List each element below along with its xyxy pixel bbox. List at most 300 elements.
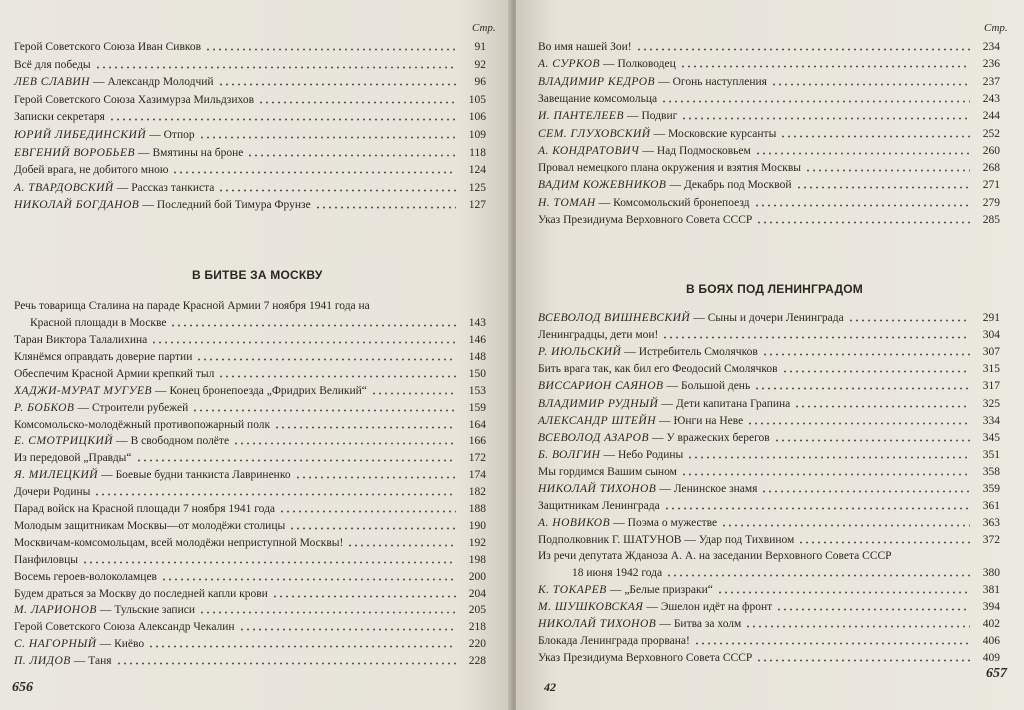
entry-author: Е. СМОТРИЦКИЙ bbox=[14, 435, 114, 448]
entry-title: Декабрь под Москвой bbox=[683, 179, 792, 192]
entry-title: Молодым защитникам Москвы—от молодёжи столицы bbox=[14, 519, 286, 532]
entry-author: Н. ТОМАН bbox=[538, 196, 596, 209]
toc-entry bbox=[14, 160, 486, 177]
entry-title: Обеспечим Красной Армии крепкий тыл bbox=[14, 367, 215, 380]
entry-title: Провал немецкого плана окружения и взятия Москвы bbox=[538, 162, 802, 175]
toc-entry bbox=[538, 325, 1000, 342]
entry-title: Юнги на Неве bbox=[673, 414, 744, 427]
entry-title: Ленинградцы, дети мои! bbox=[538, 329, 659, 342]
entry-page: 243 bbox=[982, 92, 1000, 105]
entry-title: Поэма о мужестве bbox=[627, 517, 718, 530]
entry-author: ВСЕВОЛОД ВИШНЕВСКИЙ bbox=[538, 312, 691, 324]
entry-title: Дети капитана Грапина bbox=[675, 397, 791, 410]
leader-dots bbox=[258, 98, 456, 107]
entry-title: Во имя нашей Зои! bbox=[538, 41, 632, 53]
entry-title: Киёво bbox=[114, 638, 145, 651]
leader-dots bbox=[192, 406, 456, 415]
entry-title: Речь товарища Сталина на параде Красной Армии 7 ноября 1941 года на bbox=[14, 300, 370, 312]
entry-dash: — bbox=[138, 146, 150, 159]
leader-dots bbox=[666, 571, 970, 580]
entry-title: Комсомольско-молодёжный противопожарный полк bbox=[14, 418, 271, 431]
entry-page: 218 bbox=[468, 621, 486, 634]
entry-title: Подвиг bbox=[641, 110, 678, 123]
entry-title: Мы гордимся Вашим сыном bbox=[538, 465, 677, 478]
leader-dots bbox=[94, 490, 456, 499]
entry-page: 409 bbox=[982, 652, 1000, 665]
leader-dots bbox=[794, 402, 970, 411]
entry-title: Над Подмосковьем bbox=[656, 144, 751, 157]
leader-dots bbox=[747, 419, 970, 428]
leader-dots bbox=[218, 80, 456, 89]
toc-entry bbox=[14, 381, 486, 398]
toc-entry bbox=[538, 141, 1000, 158]
entry-author: НИКОЛАЙ БОГДАНОВ bbox=[14, 199, 140, 212]
leader-dots bbox=[796, 183, 971, 192]
leader-dots bbox=[745, 622, 970, 631]
toc-entry bbox=[538, 376, 1000, 393]
toc-entry bbox=[14, 499, 486, 516]
entry-page: 204 bbox=[468, 587, 486, 600]
toc-entry bbox=[538, 394, 1000, 411]
leader-dots bbox=[771, 80, 970, 89]
entry-title: Москвичам-комсомольцам, всей молодёжи неприступной Москвы! bbox=[14, 536, 344, 549]
toc-entry bbox=[14, 143, 486, 160]
leader-dots bbox=[151, 338, 456, 347]
entry-dash: — bbox=[642, 144, 654, 157]
toc-entry bbox=[538, 158, 1000, 175]
leader-dots bbox=[756, 218, 970, 227]
entry-author: ВАДИМ КОЖЕВНИКОВ bbox=[538, 179, 667, 192]
entry-dash: — bbox=[149, 129, 161, 141]
leader-dots bbox=[205, 45, 456, 54]
entry-page: 359 bbox=[982, 483, 1000, 495]
entry-title: Указ Президиума Верховного Совета СССР bbox=[538, 214, 753, 226]
entry-page: 291 bbox=[982, 312, 1000, 324]
toc-entry bbox=[14, 617, 486, 634]
entry-dash: — bbox=[602, 58, 615, 71]
toc-entry bbox=[538, 359, 1000, 376]
leader-dots bbox=[199, 133, 456, 142]
toc-entry bbox=[14, 398, 486, 415]
toc-entry bbox=[14, 431, 486, 448]
entry-page: 109 bbox=[468, 129, 486, 141]
entry-dash: — bbox=[693, 312, 705, 324]
entry-page: 164 bbox=[468, 418, 486, 431]
toc-entry bbox=[538, 411, 1000, 428]
entry-page: 351 bbox=[982, 448, 1000, 461]
leader-dots bbox=[239, 625, 456, 634]
entry-author: П. ЛИДОВ bbox=[14, 655, 71, 668]
toc-entry bbox=[538, 72, 1000, 89]
leader-dots bbox=[315, 203, 456, 212]
entry-page: 394 bbox=[982, 601, 1000, 614]
entry-author: ВСЕВОЛОД АЗАРОВ bbox=[538, 431, 649, 444]
entry-author: М. ШУШКОВСКАЯ bbox=[538, 601, 644, 614]
entry-title: Большой день bbox=[681, 380, 751, 393]
leader-dots bbox=[295, 473, 456, 482]
entry-dash: — bbox=[142, 199, 154, 212]
entry-author: ВЛАДИМИР РУДНЫЙ bbox=[538, 397, 659, 410]
leader-dots bbox=[662, 333, 970, 342]
leader-dots bbox=[664, 504, 970, 513]
toc-entry bbox=[538, 462, 1000, 479]
entry-title: Добей врага, не добитого мною bbox=[14, 164, 169, 177]
entry-page: 198 bbox=[468, 553, 486, 566]
leader-dots bbox=[172, 168, 456, 177]
page-column-label: Стр. bbox=[984, 22, 1008, 34]
entry-title: Вмятины на броне bbox=[152, 146, 244, 159]
entry-title: Отпор bbox=[163, 129, 195, 141]
leader-dots bbox=[694, 639, 970, 648]
entry-page: 279 bbox=[982, 196, 1000, 209]
entry-page: 92 bbox=[474, 58, 486, 71]
entry-dash: — bbox=[624, 346, 636, 359]
entry-title: Битва за холм bbox=[673, 618, 742, 631]
toc-entry bbox=[14, 651, 486, 668]
leader-dots bbox=[754, 201, 970, 210]
leader-dots bbox=[805, 166, 970, 175]
entry-title: Боевые будни танкиста Лавриненко bbox=[115, 469, 291, 482]
toc-entry bbox=[14, 567, 486, 584]
entry-title: Герой Советского Союза Александр Чекалин bbox=[14, 621, 235, 634]
entry-page: 96 bbox=[474, 76, 486, 89]
entry-author: М. ЛАРИОНОВ bbox=[14, 604, 97, 617]
toc-entry bbox=[538, 563, 1000, 580]
entry-page: 124 bbox=[468, 164, 486, 177]
entry-page: 105 bbox=[468, 93, 486, 106]
toc-entry bbox=[14, 107, 486, 124]
toc-entry bbox=[538, 580, 1000, 597]
entry-author: ЛЕВ СЛАВИН bbox=[14, 76, 90, 89]
entry-title: Красной площади в Москве bbox=[30, 317, 167, 329]
entry-page: 317 bbox=[982, 380, 1000, 393]
page-number: 656 bbox=[12, 680, 33, 695]
entry-dash: — bbox=[598, 196, 611, 209]
toc-entry bbox=[14, 415, 486, 432]
entry-title: Ленинское знамя bbox=[673, 483, 758, 495]
leader-dots bbox=[721, 521, 970, 530]
leader-dots bbox=[116, 659, 456, 668]
leader-dots bbox=[218, 186, 456, 195]
entry-page: 188 bbox=[468, 503, 486, 515]
toc-entry bbox=[14, 448, 486, 465]
entry-title: Александр Молодчий bbox=[107, 76, 214, 89]
leader-dots bbox=[756, 656, 970, 665]
section-heading-moscow: В БИТВЕ ЗА МОСКВУ bbox=[192, 268, 323, 282]
entry-title: Строители рубежей bbox=[91, 401, 189, 414]
toc-entry bbox=[14, 296, 486, 313]
entry-title: Герой Советского Союза Иван Сивков bbox=[14, 41, 202, 53]
toc-entry bbox=[538, 428, 1000, 445]
entry-page: 118 bbox=[469, 146, 486, 159]
leader-dots bbox=[347, 541, 456, 550]
toc-entry bbox=[538, 631, 1000, 648]
toc-entry bbox=[538, 648, 1000, 665]
leader-dots bbox=[848, 316, 970, 325]
entry-page: 125 bbox=[468, 181, 486, 194]
entry-title: Таня bbox=[88, 655, 112, 668]
entry-title: Конец бронепоезда „Фридрих Великий“ bbox=[169, 384, 367, 397]
toc-entry bbox=[14, 195, 486, 212]
leader-dots bbox=[371, 389, 456, 398]
toc-entry bbox=[538, 479, 1000, 496]
leader-dots bbox=[199, 608, 456, 617]
entry-page: 200 bbox=[468, 570, 486, 583]
entry-title: Комсомольский бронепоезд bbox=[613, 196, 750, 209]
leader-dots bbox=[148, 642, 456, 651]
entry-page: 174 bbox=[468, 469, 486, 482]
entry-dash: — bbox=[659, 483, 671, 495]
toc-entry bbox=[538, 175, 1000, 192]
toc-entry bbox=[14, 364, 486, 381]
entry-dash: — bbox=[99, 638, 112, 651]
entry-page: 192 bbox=[468, 536, 486, 549]
entry-author: Р. ИЮЛЬСКИЙ bbox=[538, 346, 622, 359]
leader-dots bbox=[774, 436, 970, 445]
leader-dots bbox=[761, 487, 970, 496]
entry-title: Восемь героев-волоколамцев bbox=[14, 570, 157, 583]
toc-entry bbox=[14, 533, 486, 550]
entry-dash: — bbox=[73, 655, 86, 668]
leader-dots bbox=[754, 384, 970, 393]
entry-dash: — bbox=[661, 397, 673, 410]
leader-dots bbox=[780, 132, 970, 141]
entry-author: С. НАГОРНЫЙ bbox=[14, 638, 97, 651]
entry-page: 127 bbox=[468, 199, 486, 212]
page-number: 657 bbox=[986, 666, 1007, 681]
toc-entry bbox=[14, 347, 486, 364]
leader-dots bbox=[762, 350, 970, 359]
toc-entry bbox=[538, 342, 1000, 359]
leader-dots bbox=[687, 453, 970, 462]
leader-dots bbox=[233, 439, 456, 448]
entry-dash: — bbox=[101, 469, 113, 482]
entry-page: 182 bbox=[468, 486, 486, 499]
toc-entry bbox=[538, 445, 1000, 462]
entry-title: У вражеских берегов bbox=[666, 431, 770, 444]
leader-dots bbox=[289, 524, 456, 533]
entry-title: Подполковник Г. ШАТУНОВ — Удар под Тихвином bbox=[538, 534, 795, 547]
entry-title: Эшелон идёт на фронт bbox=[660, 601, 773, 614]
entry-page: 91 bbox=[474, 41, 486, 53]
entry-dash: — bbox=[659, 618, 671, 631]
entry-dash: — bbox=[603, 448, 615, 461]
entry-dash: — bbox=[626, 110, 639, 123]
entry-page: 358 bbox=[982, 465, 1000, 478]
entry-page: 205 bbox=[468, 604, 486, 617]
toc-entry bbox=[14, 584, 486, 601]
entry-page: 345 bbox=[982, 431, 1000, 444]
toc-entry bbox=[14, 178, 486, 195]
toc-entry bbox=[538, 193, 1000, 210]
entry-title: Клянёмся оправдать доверие партии bbox=[14, 350, 193, 363]
entry-title: Бить врага так, как бил его Феодосий Смолячков bbox=[538, 363, 778, 376]
entry-page: 236 bbox=[982, 58, 1000, 71]
entry-page: 252 bbox=[982, 127, 1000, 140]
entry-title: Из речи депутата Жданоза А. А. на заседании Верховного Совета СССР bbox=[538, 550, 892, 562]
leader-dots bbox=[661, 97, 970, 106]
leader-dots bbox=[274, 423, 456, 432]
toc-entry bbox=[538, 513, 1000, 530]
entry-title: В свободном полёте bbox=[130, 435, 230, 448]
leader-dots bbox=[136, 456, 456, 465]
toc-entry bbox=[538, 496, 1000, 513]
entry-page: 159 bbox=[468, 401, 486, 414]
entry-title: Защитникам Ленинграда bbox=[538, 500, 660, 513]
entry-title: Огонь наступления bbox=[672, 75, 767, 88]
entry-author: Я. МИЛЕЦКИЙ bbox=[14, 469, 99, 482]
signature-number: 42 bbox=[544, 680, 556, 694]
entry-dash: — bbox=[666, 380, 679, 393]
leader-dots bbox=[247, 151, 456, 160]
toc-entry bbox=[14, 55, 486, 72]
leader-dots bbox=[170, 321, 456, 330]
entry-author: К. ТОКАРЕВ bbox=[538, 584, 607, 596]
entry-title: Панфиловцы bbox=[14, 553, 78, 566]
entry-dash: — bbox=[116, 435, 128, 448]
entry-author: ВЛАДИМИР КЕДРОВ bbox=[538, 75, 656, 88]
toc-entry bbox=[14, 600, 486, 617]
entry-title: Тульские записи bbox=[114, 604, 195, 617]
entry-title: „Белые призраки“ bbox=[624, 584, 713, 596]
leader-dots bbox=[782, 367, 970, 376]
leader-dots bbox=[161, 575, 456, 584]
leader-dots bbox=[680, 62, 970, 71]
entry-title: Рассказ танкиста bbox=[131, 181, 215, 194]
entry-dash: — bbox=[77, 401, 89, 414]
entry-page: 406 bbox=[982, 635, 1000, 648]
entry-title: Записки секретаря bbox=[14, 111, 105, 124]
toc-entry bbox=[14, 330, 486, 347]
entry-page: 106 bbox=[468, 111, 486, 124]
entry-author: АЛЕКСАНДР ШТЕЙН bbox=[538, 414, 657, 427]
entry-page: 402 bbox=[982, 618, 1000, 631]
entry-page: 228 bbox=[468, 655, 486, 668]
leader-dots bbox=[755, 149, 970, 158]
entry-dash: — bbox=[659, 414, 671, 427]
toc-entry bbox=[14, 482, 486, 499]
toc-entry bbox=[538, 308, 1000, 325]
entry-dash: — bbox=[658, 75, 670, 88]
leader-dots bbox=[717, 588, 970, 597]
entry-dash: — bbox=[116, 181, 129, 194]
leader-dots bbox=[82, 558, 456, 567]
entry-title: Московские курсанты bbox=[668, 127, 777, 140]
toc-entry bbox=[14, 72, 486, 89]
entry-page: 260 bbox=[982, 144, 1000, 157]
entry-page: 363 bbox=[982, 517, 1000, 530]
section-heading-leningrad: В БОЯХ ПОД ЛЕНИНГРАДОМ bbox=[686, 282, 863, 296]
entry-title: Сыны и дочери Ленинграда bbox=[707, 312, 844, 324]
entry-dash: — bbox=[609, 584, 622, 596]
entry-title: Из передовой „Правды“ bbox=[14, 452, 132, 465]
toc-entry bbox=[14, 90, 486, 107]
entry-page: 268 bbox=[982, 162, 1000, 175]
entry-dash: — bbox=[92, 76, 105, 89]
entry-dash: — bbox=[155, 384, 167, 397]
toc-entry bbox=[538, 614, 1000, 631]
entry-page: 380 bbox=[982, 567, 1000, 579]
entry-page: 237 bbox=[982, 75, 1000, 88]
entry-title: Блокада Ленинграда прорвана! bbox=[538, 635, 690, 648]
leader-dots bbox=[95, 63, 456, 72]
toc-entry bbox=[538, 37, 1000, 54]
toc-entry bbox=[538, 106, 1000, 123]
leader-dots bbox=[109, 115, 456, 124]
entry-page: 166 bbox=[468, 435, 486, 448]
entry-author: Б. ВОЛГИН bbox=[538, 448, 601, 461]
right-page bbox=[516, 0, 1024, 710]
entry-author: ВИССАРИОН САЯНОВ bbox=[538, 380, 664, 393]
entry-dash: — bbox=[669, 179, 681, 192]
entry-title: Парад войск на Красной площади 7 ноября 1941 года bbox=[14, 503, 276, 515]
toc-entry bbox=[538, 124, 1000, 141]
entry-page: 148 bbox=[468, 350, 486, 363]
entry-page: 307 bbox=[982, 346, 1000, 359]
leader-dots bbox=[218, 372, 456, 381]
entry-author: ЕВГЕНИЙ ВОРОБЬЕВ bbox=[14, 146, 135, 159]
entry-title: Указ Президиума Верховного Совета СССР bbox=[538, 652, 753, 665]
entry-page: 381 bbox=[982, 584, 1000, 596]
entry-page: 150 bbox=[468, 367, 486, 380]
toc-entry bbox=[14, 125, 486, 142]
entry-page: 361 bbox=[982, 500, 1000, 513]
entry-author: А. ТВАРДОВСКИЙ bbox=[14, 181, 114, 194]
page-column-label: Стр. bbox=[472, 22, 496, 34]
entry-page: 325 bbox=[982, 397, 1000, 410]
entry-page: 220 bbox=[468, 638, 486, 651]
toc-entry bbox=[14, 37, 486, 54]
entry-page: 372 bbox=[982, 534, 1000, 547]
entry-author: ХАДЖИ-МУРАТ МУГУЕВ bbox=[14, 384, 153, 397]
entry-page: 146 bbox=[468, 334, 486, 346]
entry-author: А. НОВИКОВ bbox=[538, 517, 611, 530]
entry-author: А. СУРКОВ bbox=[538, 58, 600, 71]
entry-author: НИКОЛАЙ ТИХОНОВ bbox=[538, 483, 657, 495]
entry-title: Будем драться за Москву до последней капли крови bbox=[14, 587, 268, 600]
entry-page: 271 bbox=[982, 179, 1000, 192]
toc-entry bbox=[538, 597, 1000, 614]
entry-dash: — bbox=[646, 601, 658, 614]
leader-dots bbox=[196, 355, 456, 364]
entry-page: 304 bbox=[982, 329, 1000, 342]
entry-page: 315 bbox=[982, 363, 1000, 376]
toc-entry bbox=[14, 516, 486, 533]
entry-page: 190 bbox=[468, 519, 486, 532]
entry-author: ЮРИЙ ЛИБЕДИНСКИЙ bbox=[14, 129, 147, 141]
leader-dots bbox=[681, 114, 970, 123]
leader-dots bbox=[636, 45, 970, 54]
toc-entry bbox=[14, 634, 486, 651]
entry-author: А. КОНДРАТОВИЧ bbox=[538, 144, 640, 157]
toc-entry bbox=[538, 546, 1000, 563]
entry-author: Р. БОБКОВ bbox=[14, 401, 75, 414]
entry-page: 285 bbox=[982, 214, 1000, 226]
entry-author: И. ПАНТЕЛЕЕВ bbox=[538, 110, 624, 123]
entry-title: Полководец bbox=[617, 58, 676, 71]
entry-dash: — bbox=[653, 127, 666, 140]
entry-page: 172 bbox=[468, 452, 486, 465]
toc-entry bbox=[538, 530, 1000, 547]
entry-title: Завещание комсомольца bbox=[538, 92, 658, 105]
entry-page: 234 bbox=[982, 41, 1000, 53]
toc-entry bbox=[14, 465, 486, 482]
entry-author: СЕМ. ГЛУХОВСКИЙ bbox=[538, 127, 651, 140]
entry-dash: — bbox=[613, 517, 625, 530]
leader-dots bbox=[776, 605, 970, 614]
entry-title: Дочери Родины bbox=[14, 486, 91, 499]
entry-page: 244 bbox=[982, 110, 1000, 123]
